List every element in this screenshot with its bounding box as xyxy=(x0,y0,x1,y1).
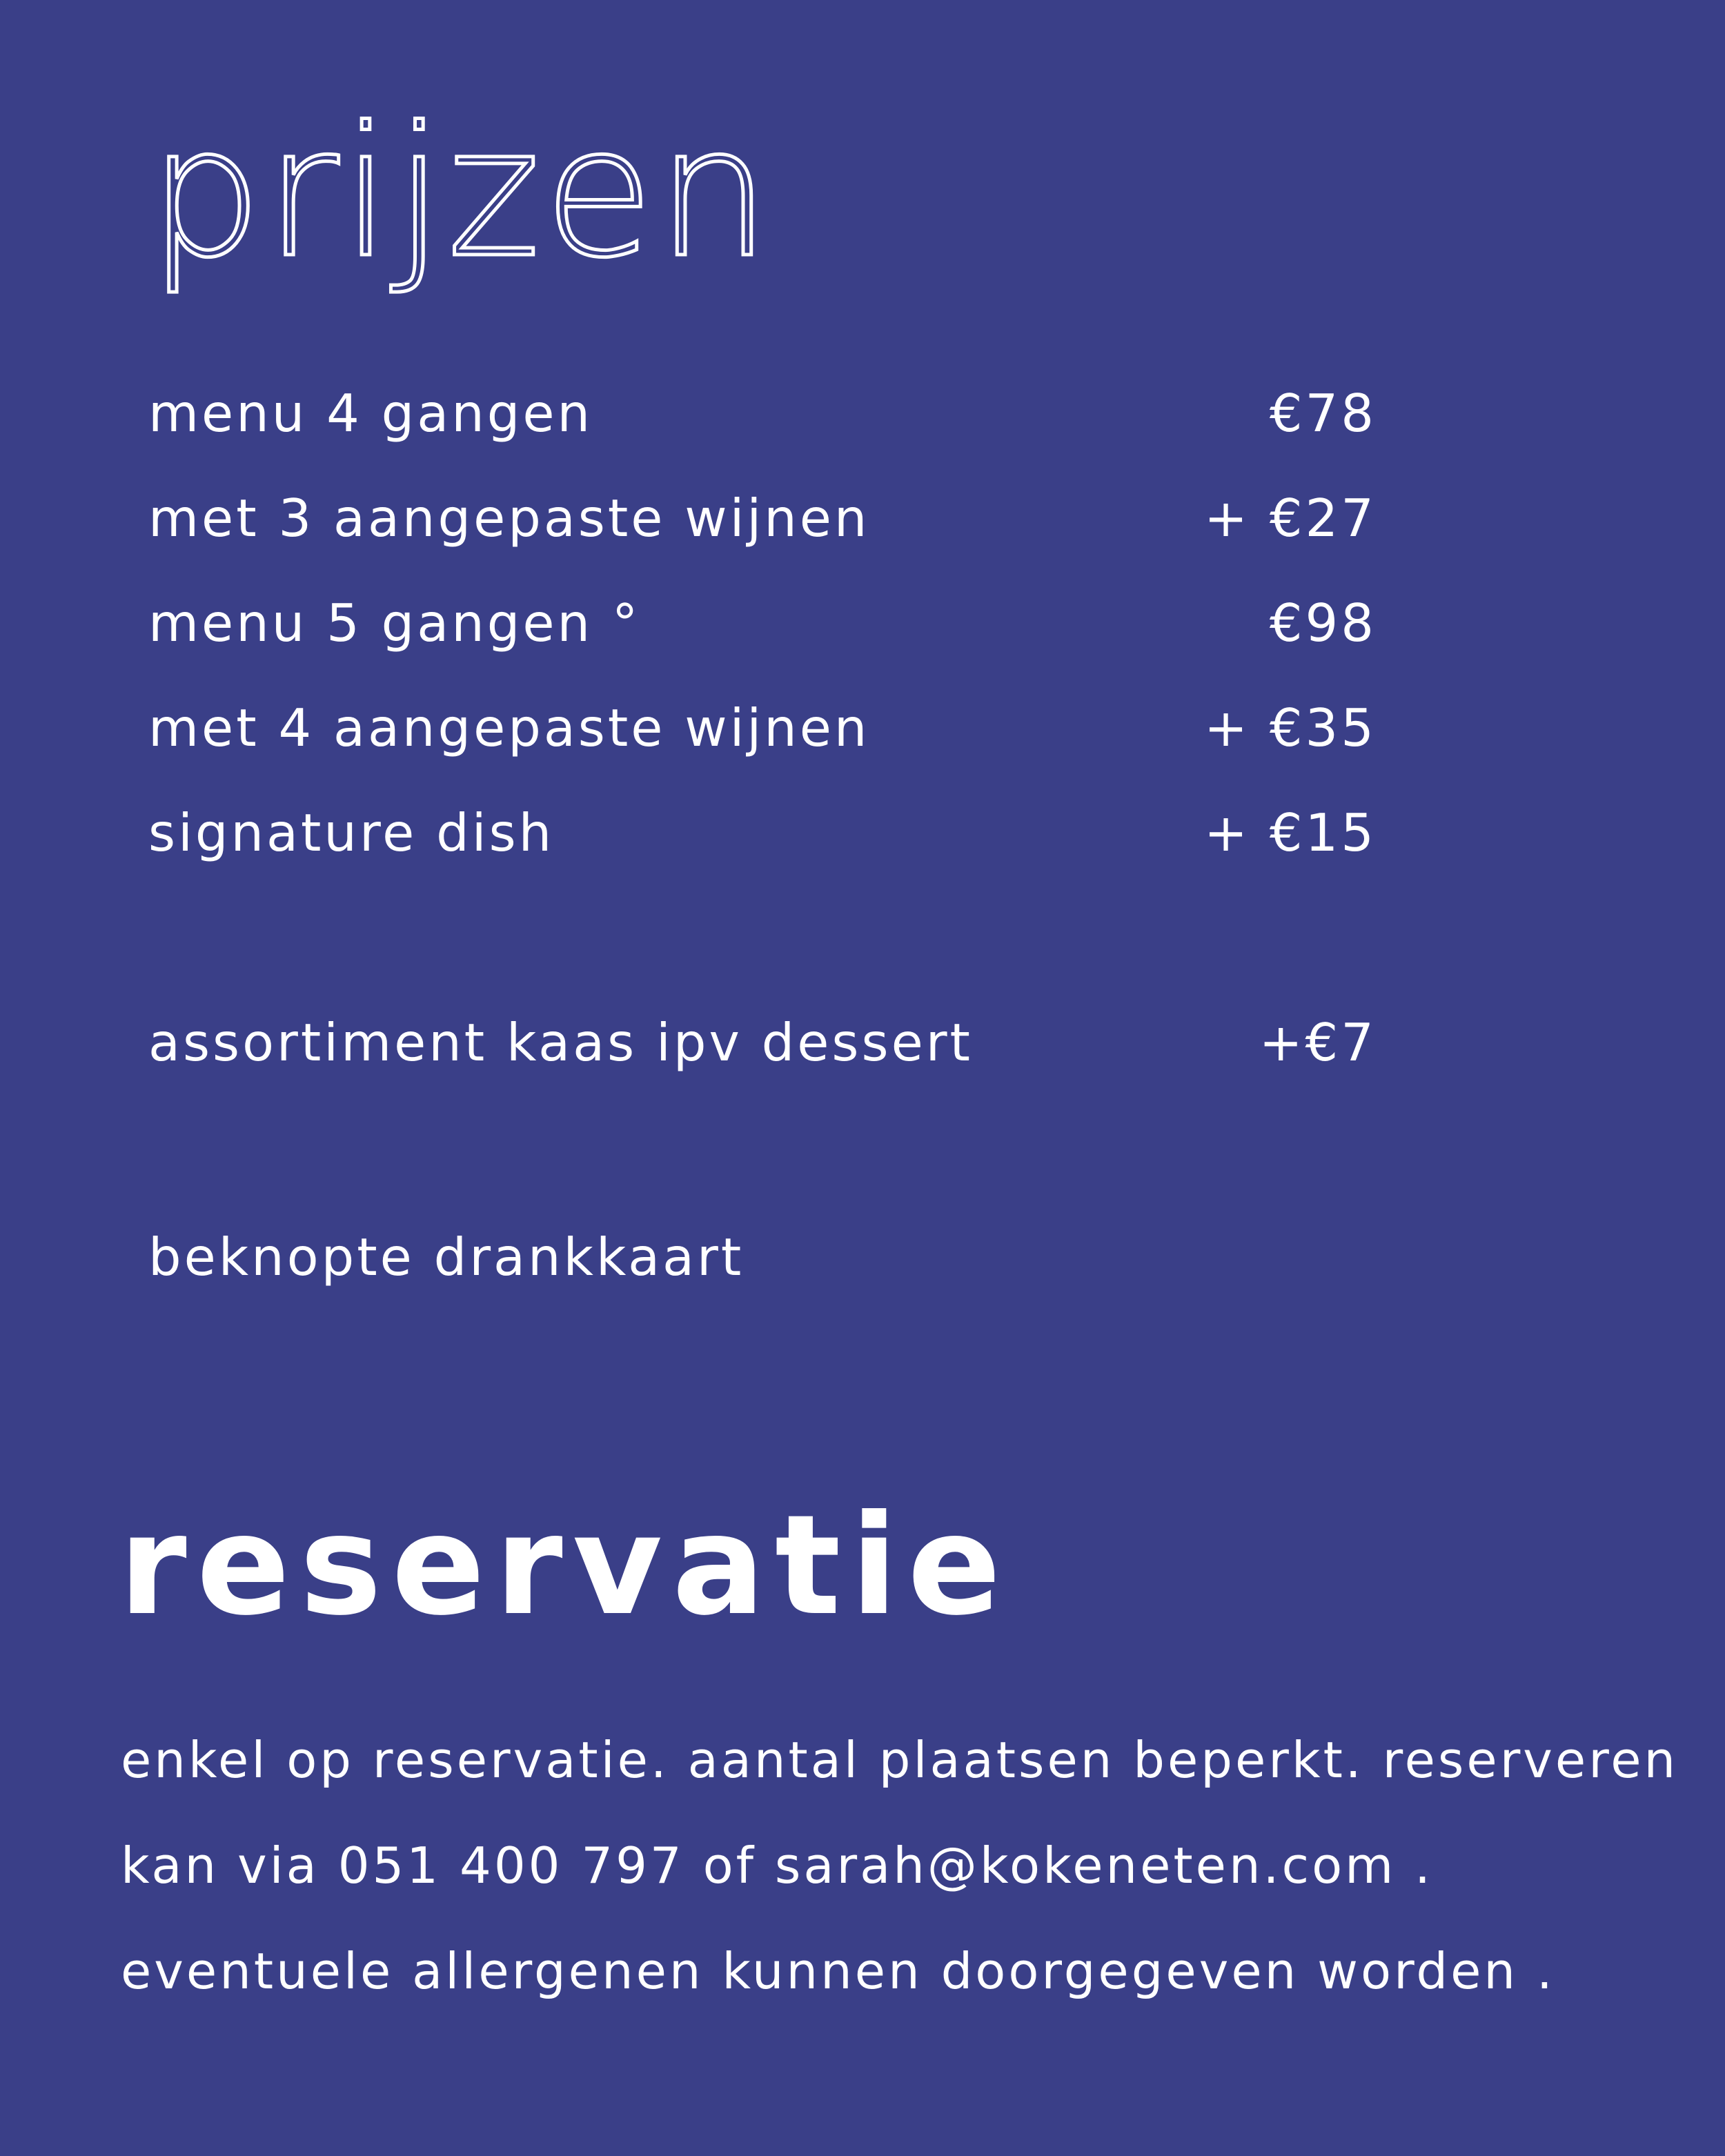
price-row xyxy=(148,1012,1377,1117)
price-item-label: met 4 aangepaste wijnen xyxy=(148,698,870,758)
price-item-label: menu 4 gangen xyxy=(148,383,593,444)
reservation-line: enkel op reservatie. aantal plaatsen beperkt. reserveren xyxy=(121,1731,1679,1789)
prices-heading: prijzen xyxy=(148,89,773,297)
price-item-amount: €98 xyxy=(1269,593,1377,653)
reservation-line: eventuele allergenen kunnen doorgegeven worden . xyxy=(121,1942,1555,2000)
drinks-menu-label: beknopte drankkaart xyxy=(148,1227,745,1287)
price-item-amount: + €15 xyxy=(1204,802,1377,863)
price-item-label: signature dish xyxy=(148,802,555,863)
price-item-label: met 3 aangepaste wijnen xyxy=(148,488,870,548)
price-row xyxy=(148,383,1377,488)
price-item-label: assortiment kaas ipv dessert xyxy=(148,1012,973,1073)
reservation-heading: reservatie xyxy=(119,1485,1011,1646)
reservation-line: kan via 051 400 797 of sarah@kokeneten.com . xyxy=(121,1837,1434,1895)
price-list xyxy=(148,383,1377,1117)
price-item-label: menu 5 gangen ° xyxy=(148,593,641,653)
reservation-text xyxy=(121,1708,1694,2024)
price-row xyxy=(148,593,1377,698)
price-item-amount: €78 xyxy=(1269,383,1377,444)
price-item-amount: + €27 xyxy=(1204,488,1377,548)
price-row xyxy=(148,802,1377,907)
price-item-amount: +€7 xyxy=(1259,1012,1377,1073)
price-row xyxy=(148,488,1377,593)
price-row xyxy=(148,698,1377,802)
price-item-amount: + €35 xyxy=(1204,698,1377,758)
